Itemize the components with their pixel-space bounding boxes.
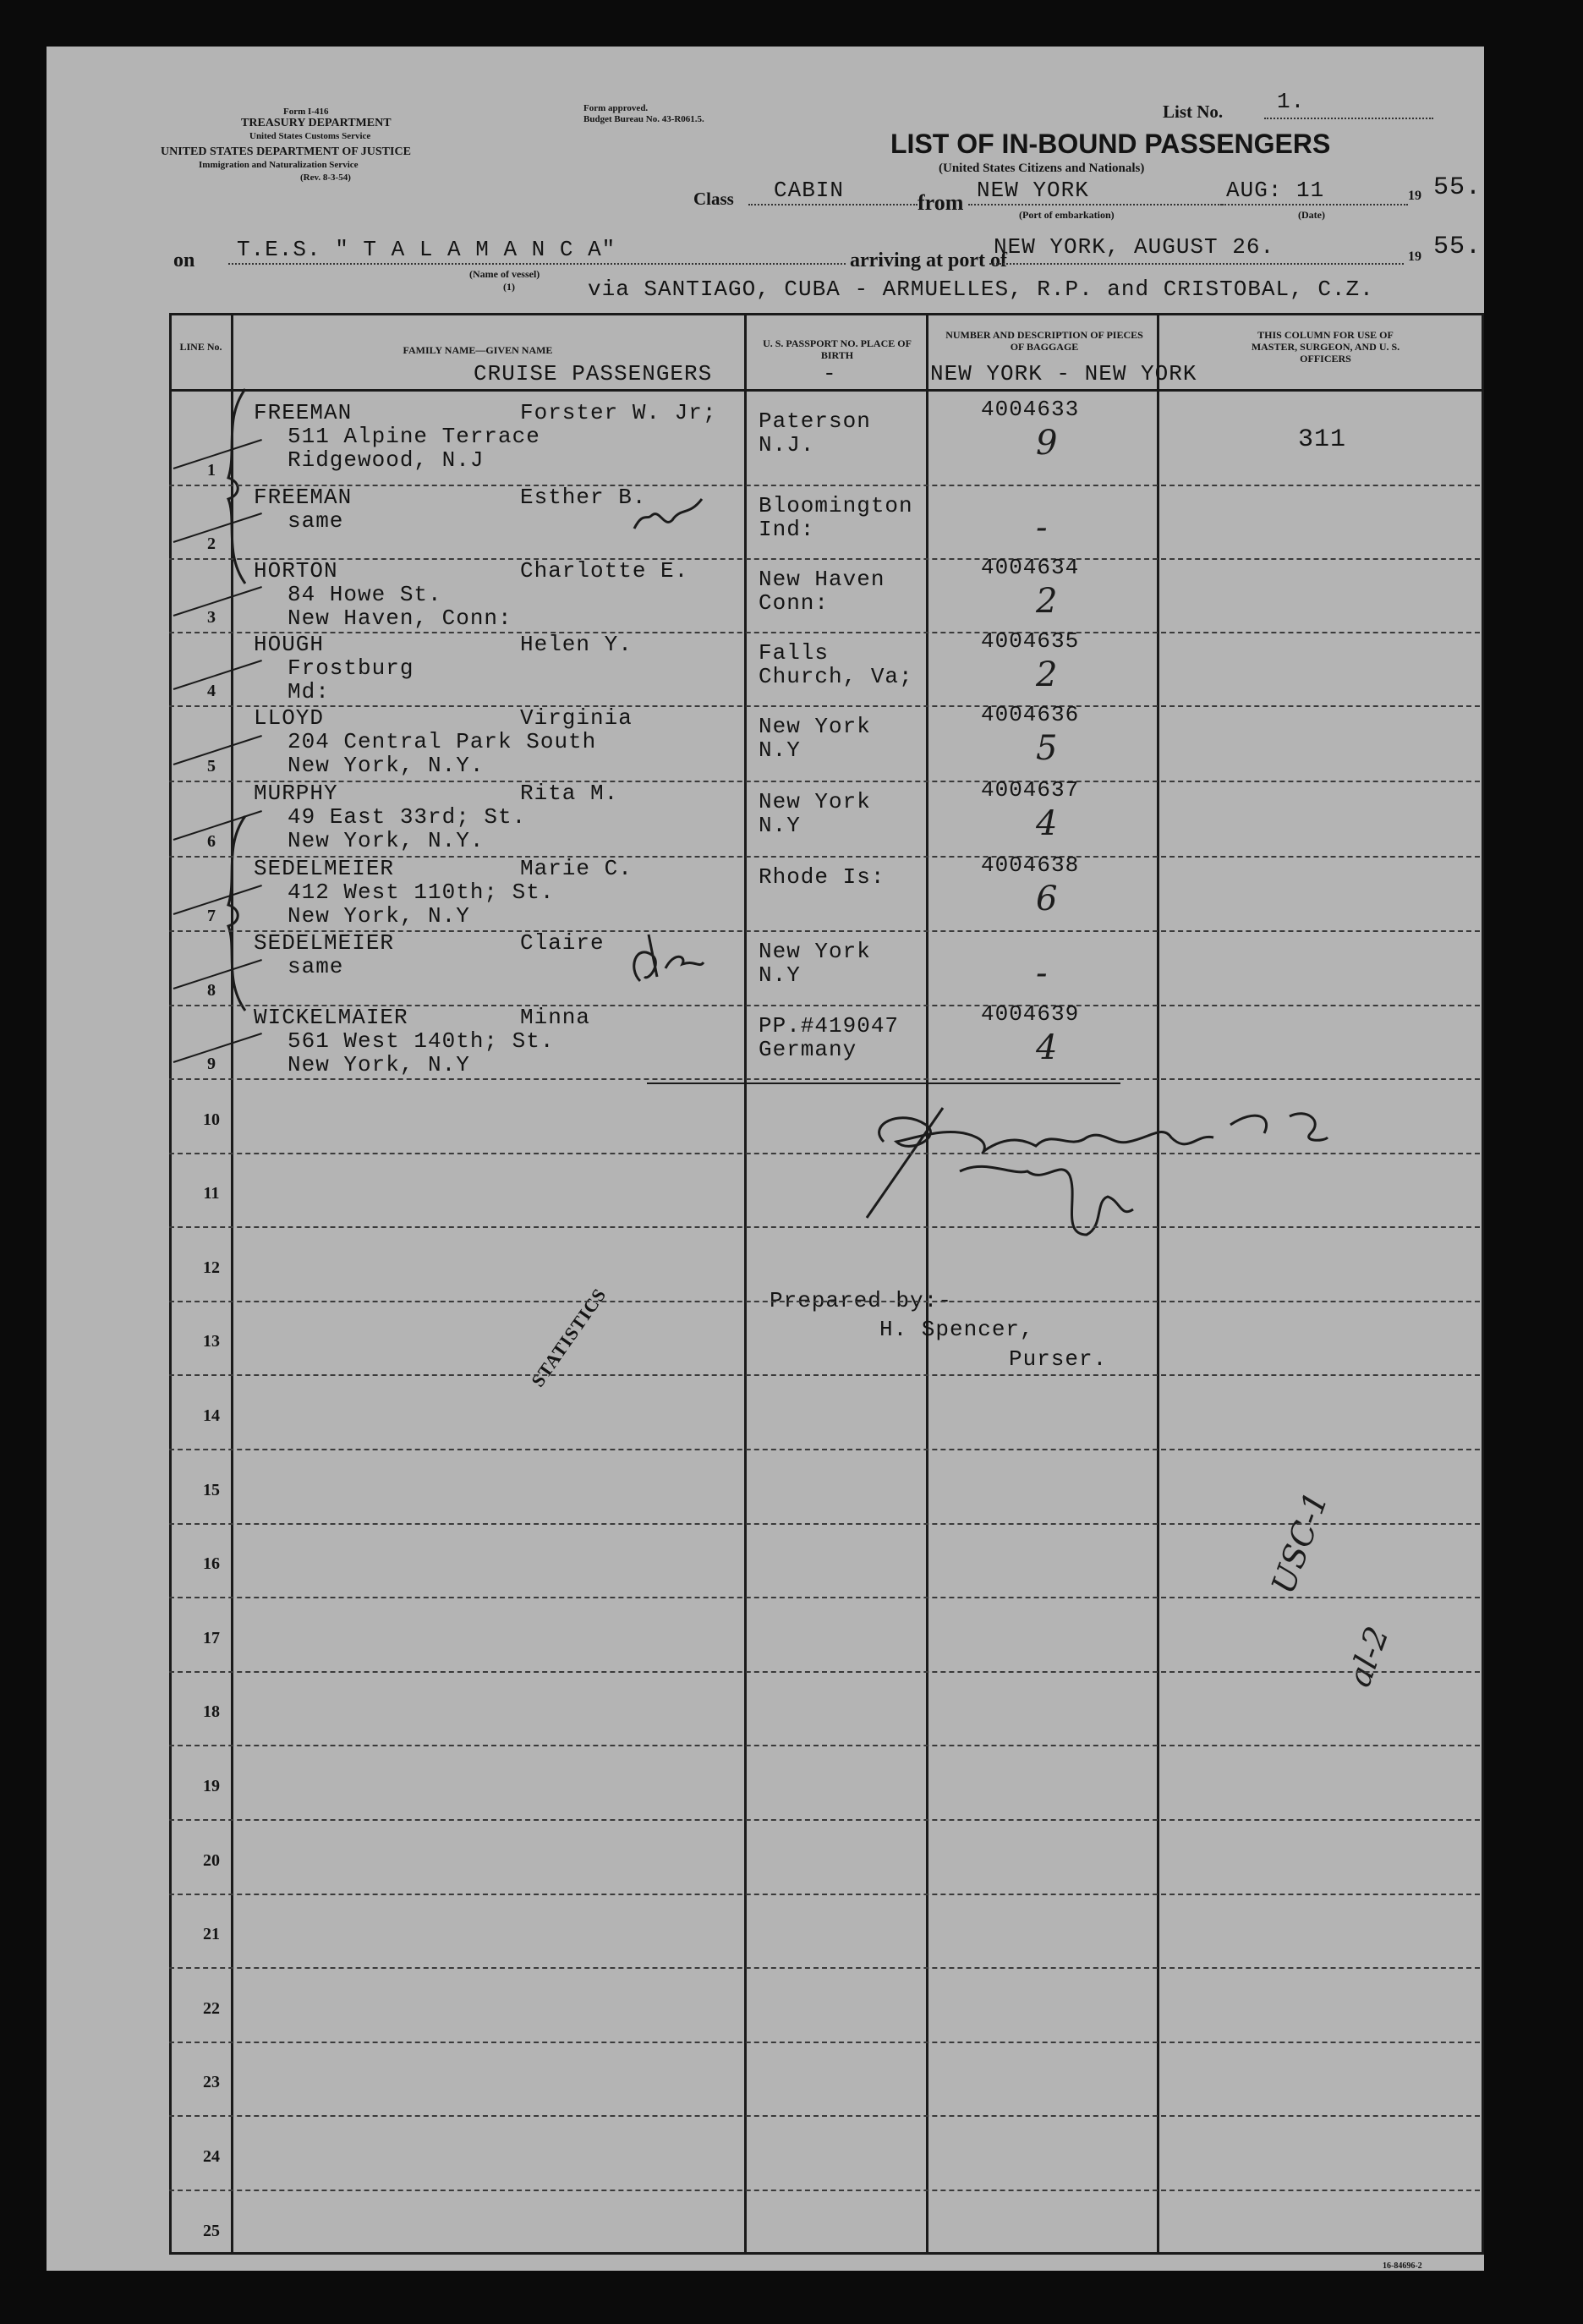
- row-rule: [169, 1745, 1480, 1746]
- given-name: Esther B.: [520, 485, 647, 510]
- row-rule: [169, 1671, 1480, 1673]
- baggage-pieces: 2: [1036, 582, 1058, 621]
- year2-value: 55.: [1433, 233, 1482, 261]
- from-value: NEW YORK: [977, 178, 1089, 203]
- given-name: Charlotte E.: [520, 558, 689, 584]
- address-line-2: New York, N.Y: [288, 903, 470, 929]
- arriving-label: arriving at port of: [850, 249, 1007, 271]
- line-number: 10: [203, 1110, 220, 1129]
- col-divider-name: [744, 313, 747, 2254]
- birth-place-1: Falls: [759, 640, 830, 666]
- row-rule: [169, 1226, 1480, 1228]
- birth-place-2: Ind:: [759, 517, 815, 542]
- purser-name: H. Spencer,: [879, 1317, 1034, 1342]
- birth-place-2: N.Y: [759, 813, 801, 838]
- from-rule: [968, 204, 1222, 206]
- birth-place-1: New York: [759, 939, 871, 964]
- family-name: FREEMAN: [254, 485, 353, 510]
- line-number: 18: [203, 1702, 220, 1721]
- family-name: SEDELMEIER: [254, 856, 395, 881]
- line-number: 15: [203, 1481, 220, 1499]
- class-label: Class: [693, 189, 734, 209]
- address-line-1: same: [288, 954, 344, 979]
- page-title: LIST OF IN-BOUND PASSENGERS: [890, 129, 1331, 159]
- row-rule: [169, 1967, 1480, 1969]
- family-name: MURPHY: [254, 781, 338, 806]
- address-line-2: Ridgewood, N.J: [288, 447, 485, 473]
- departure-date: AUG: 11: [1226, 178, 1325, 203]
- row-rule: [169, 1819, 1480, 1821]
- address-line-1: 204 Central Park South: [288, 729, 597, 754]
- birth-place-2: N.Y: [759, 962, 801, 988]
- col-header-officers: THIS COLUMN FOR USE OF MASTER, SURGEON, AND U. S. OFFICERS: [1251, 329, 1400, 364]
- arrival-rule: [989, 263, 1404, 265]
- baggage-pieces: 5: [1036, 729, 1058, 768]
- row-rule: [169, 1449, 1480, 1450]
- line-number: 19: [203, 1777, 220, 1795]
- official-signature: [816, 1091, 1340, 1285]
- class-rule: [748, 204, 917, 206]
- baggage-pieces: 4: [1036, 804, 1058, 843]
- baggage-route: NEW YORK - NEW YORK: [930, 361, 1197, 386]
- row-rule: [169, 1523, 1480, 1525]
- address-line-1: 412 West 110th; St.: [288, 880, 555, 905]
- line-number: 13: [203, 1332, 220, 1351]
- table-bottom-border: [169, 2252, 1484, 2255]
- row-rule: [169, 1597, 1480, 1598]
- row-rule: [169, 558, 1480, 560]
- line-number: 4: [207, 682, 216, 700]
- page-subtitle: (United States Citizens and Nationals): [939, 162, 1145, 175]
- birth-place-1: Bloomington: [759, 493, 913, 518]
- officer-note: 311: [1298, 425, 1347, 454]
- baggage-pieces: -: [1036, 954, 1048, 993]
- handwritten-al: al-2: [1340, 1621, 1396, 1692]
- row-rule: [169, 1894, 1480, 1895]
- birth-place-1: New Haven: [759, 567, 885, 592]
- list-number-label: List No.: [1163, 101, 1224, 122]
- given-name: Virginia: [520, 705, 633, 731]
- ticket-number: 4004637: [981, 777, 1080, 803]
- table-top-border: [169, 313, 1484, 315]
- baggage-pieces: 4: [1036, 1028, 1058, 1067]
- baggage-pieces: -: [1036, 508, 1048, 547]
- address-line-1: 84 Howe St.: [288, 582, 442, 607]
- ticket-number: 4004636: [981, 702, 1080, 727]
- line-number: 12: [203, 1258, 220, 1277]
- line-number: 25: [203, 2222, 220, 2240]
- birth-place-2: N.Y: [759, 737, 801, 763]
- line-number: 14: [203, 1406, 220, 1425]
- list-number-rule: [1264, 118, 1433, 119]
- purser-title: Purser.: [1009, 1346, 1108, 1372]
- line-number: 8: [207, 981, 216, 1000]
- address-line-2: Md:: [288, 679, 330, 704]
- family-name: HOUGH: [254, 632, 325, 657]
- col-divider-line: [231, 313, 233, 2254]
- class-value: CABIN: [774, 178, 845, 203]
- given-name: Helen Y.: [520, 632, 633, 657]
- table-right-border: [1482, 313, 1484, 2254]
- list-number: 1.: [1277, 89, 1306, 114]
- ticket-number: 4004639: [981, 1001, 1080, 1027]
- revision-date: (Rev. 8-3-54): [300, 173, 351, 183]
- birth-place-1: Paterson: [759, 408, 871, 434]
- address-line-1: same: [288, 508, 344, 534]
- row-rule: [169, 632, 1480, 633]
- row-rule: [169, 485, 1480, 486]
- row-rule: [169, 1078, 1480, 1080]
- line-number: 9: [207, 1055, 216, 1073]
- ins-service: Immigration and Naturalization Service: [199, 160, 359, 170]
- table-left-border: [169, 313, 172, 2254]
- ticket-number: 4004634: [981, 555, 1080, 580]
- form-approved: Form approved.: [583, 103, 649, 113]
- given-name: Claire: [520, 930, 605, 956]
- birth-place-2: Church, Va;: [759, 664, 913, 689]
- address-line-1: Frostburg: [288, 655, 414, 681]
- baggage-pieces: 2: [1036, 655, 1058, 694]
- birth-place-1: PP.#419047: [759, 1013, 900, 1039]
- statistics-stamp: STATISTICS: [527, 1284, 611, 1391]
- birth-place-1: Rhode Is:: [759, 864, 885, 890]
- date-caption: (Date): [1298, 209, 1325, 221]
- col-header-name: FAMILY NAME—GIVEN NAME: [403, 344, 553, 356]
- on-label: on: [173, 249, 195, 271]
- baggage-pieces: 6: [1036, 880, 1058, 918]
- footer-code: 16-84696-2: [1383, 2261, 1422, 2271]
- address-line-2: New York, N.Y.: [288, 753, 485, 778]
- ticket-number: 4004638: [981, 852, 1080, 878]
- family-name: FREEMAN: [254, 400, 353, 425]
- row-rule: [169, 1153, 1480, 1154]
- prepared-by-label: Prepared by:-: [770, 1288, 952, 1313]
- family-name: SEDELMEIER: [254, 930, 395, 956]
- family-name: HORTON: [254, 558, 338, 584]
- birth-place-2: N.J.: [759, 432, 815, 458]
- address-line-1: 49 East 33rd; St.: [288, 804, 527, 830]
- date-rule: [1222, 204, 1408, 206]
- given-name: Rita M.: [520, 781, 619, 806]
- address-line-2: New York, N.Y.: [288, 828, 485, 853]
- arrival-port-date: NEW YORK, AUGUST 26.: [994, 234, 1275, 260]
- route-via: via SANTIAGO, CUBA - ARMUELLES, R.P. and CRISTOBAL, C.Z.: [588, 277, 1374, 302]
- line-number: 5: [207, 757, 216, 776]
- vessel-caption: (Name of vessel): [469, 268, 540, 280]
- line-number: 22: [203, 1999, 220, 2018]
- year-value: 55.: [1433, 173, 1482, 202]
- family-name: LLOYD: [254, 705, 325, 731]
- row-rule: [169, 2042, 1480, 2043]
- line-number: 11: [203, 1184, 220, 1203]
- line-number: 16: [203, 1554, 220, 1573]
- justice-department: UNITED STATES DEPARTMENT OF JUSTICE: [161, 145, 411, 158]
- ticket-number: 4004633: [981, 397, 1080, 422]
- ticket-number: 4004635: [981, 628, 1080, 654]
- vessel-name: T.E.S. " T A L A M A N C A": [237, 237, 616, 262]
- col-header-passport: U. S. PASSPORT NO. PLACE OF BIRTH: [763, 337, 912, 361]
- line-number: 24: [203, 2147, 220, 2166]
- from-label: from: [917, 190, 964, 215]
- given-name: Forster W. Jr;: [520, 400, 717, 425]
- line-number: 6: [207, 832, 216, 851]
- baggage-pieces: 9: [1036, 424, 1058, 463]
- year2-prefix: 19: [1408, 249, 1421, 264]
- row-rule: [169, 1374, 1480, 1376]
- col-header-line-no: LINE No.: [179, 341, 222, 353]
- budget-bureau: Budget Bureau No. 43-R061.5.: [583, 114, 704, 124]
- customs-service: United States Customs Service: [249, 131, 371, 141]
- row-rule: [169, 2115, 1480, 2117]
- birth-place-2: Germany: [759, 1037, 857, 1062]
- birth-place-1: New York: [759, 714, 871, 739]
- family-name: WICKELMAIER: [254, 1005, 408, 1030]
- port-embark-caption: (Port of embarkation): [1019, 209, 1115, 221]
- line-number: 7: [207, 907, 216, 925]
- birth-place-1: New York: [759, 789, 871, 814]
- row-rule: [169, 705, 1480, 707]
- vessel-caption-number: (1): [503, 281, 515, 293]
- line-number: 2: [207, 534, 216, 553]
- line-number: 1: [207, 461, 216, 480]
- vessel-rule: [228, 263, 846, 265]
- treasury-department: TREASURY DEPARTMENT: [241, 117, 392, 129]
- initials-mark: [623, 930, 708, 989]
- row-rule: [169, 1301, 1480, 1302]
- col-header-baggage: NUMBER AND DESCRIPTION OF PIECES OF BAGGAGE: [945, 329, 1143, 353]
- given-name: Marie C.: [520, 856, 633, 881]
- address-line-2: New Haven, Conn:: [288, 606, 512, 631]
- address-line-1: 561 West 140th; St.: [288, 1028, 555, 1054]
- address-line-2: New York, N.Y: [288, 1052, 470, 1077]
- header-bottom-border: [169, 389, 1484, 392]
- signature-line: [647, 1083, 1120, 1084]
- line-number: 17: [203, 1629, 220, 1647]
- line-number: 21: [203, 1925, 220, 1943]
- handwritten-usc: USC-1: [1264, 1487, 1335, 1599]
- manifest-page: [47, 47, 1484, 2271]
- line-number: 3: [207, 608, 216, 627]
- line-number: 20: [203, 1851, 220, 1870]
- address-line-1: 511 Alpine Terrace: [288, 424, 540, 449]
- passport-typed-dash: -: [823, 361, 837, 386]
- year-prefix: 19: [1408, 189, 1421, 203]
- line-number: 23: [203, 2073, 220, 2091]
- birth-place-2: Conn:: [759, 590, 830, 616]
- cruise-passengers: CRUISE PASSENGERS: [474, 361, 713, 386]
- form-number: Form I-416: [283, 107, 329, 117]
- row-rule: [169, 781, 1480, 782]
- given-name: Minna: [520, 1005, 591, 1030]
- row-rule: [169, 2190, 1480, 2191]
